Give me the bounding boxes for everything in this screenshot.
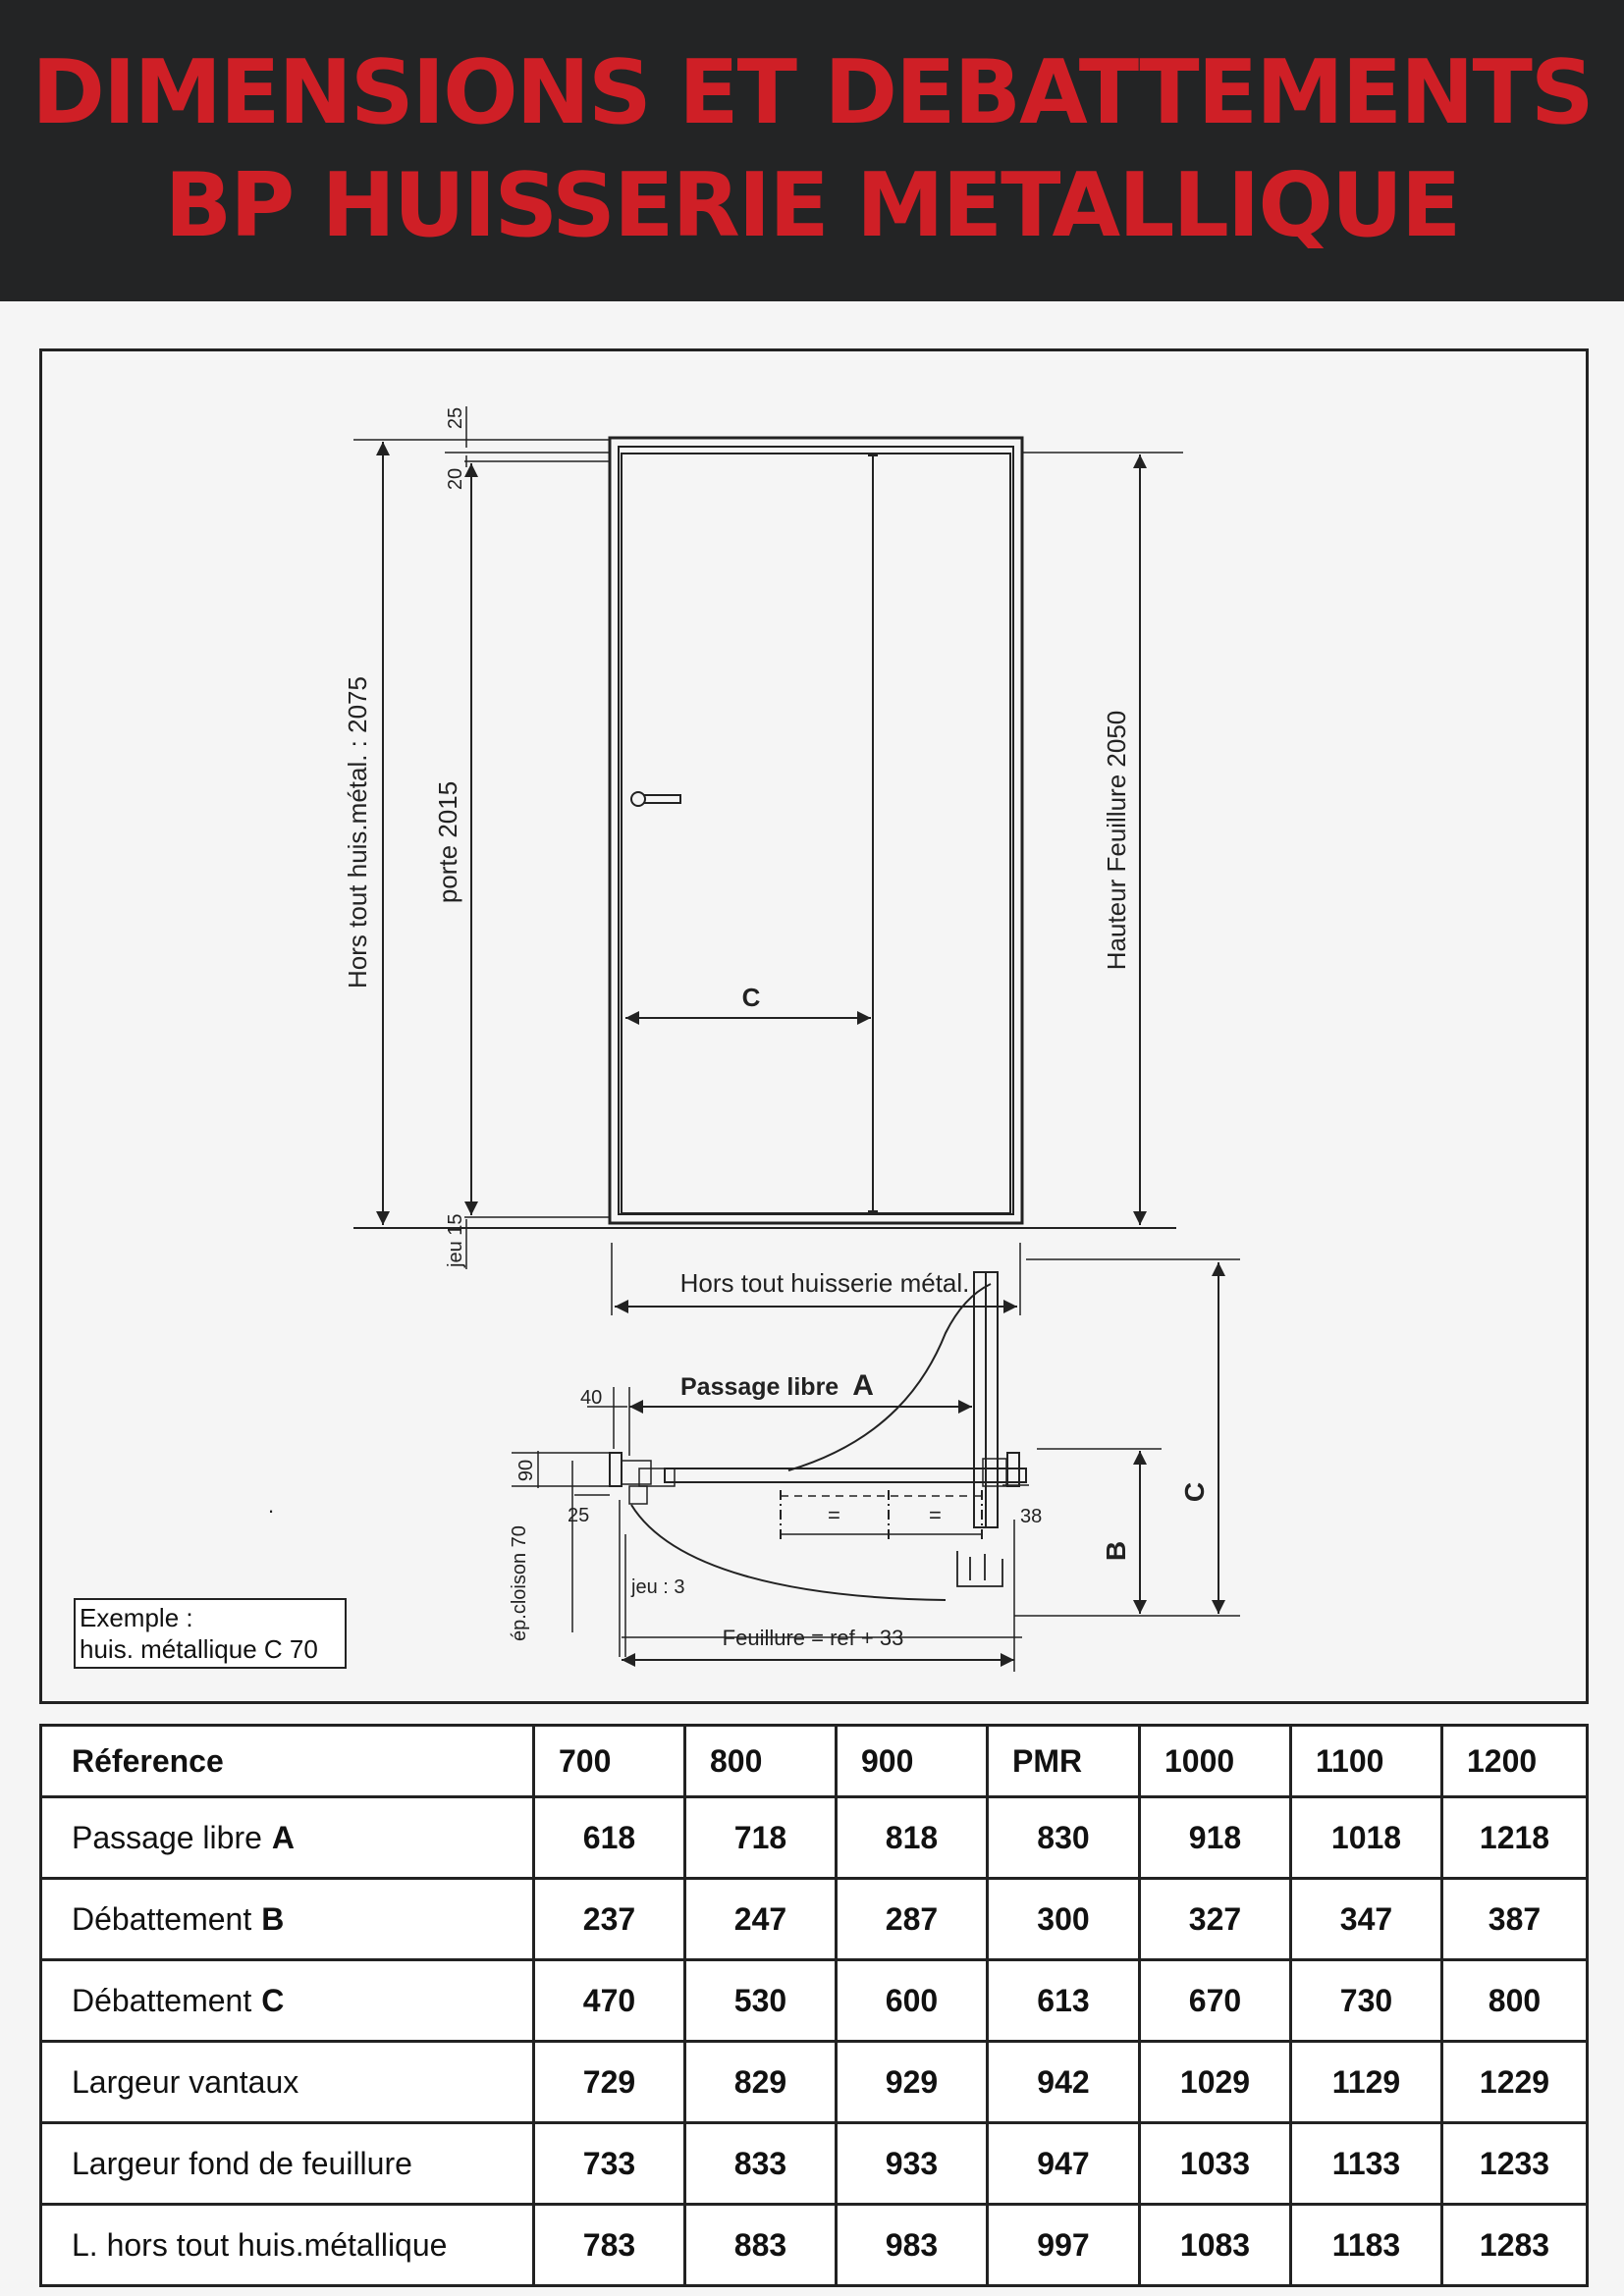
header-cell-700: 700 — [534, 1726, 685, 1797]
table-cell: 530 — [685, 1960, 837, 2042]
row-label-cell — [41, 1797, 534, 1879]
table-cell: 387 — [1442, 1879, 1588, 1960]
row-label: Largeur fond de feuillure — [72, 2145, 412, 2181]
row-label-cell — [41, 1879, 534, 1960]
table-cell: 1229 — [1442, 2042, 1588, 2123]
example-line-1: Exemple : — [80, 1603, 193, 1632]
hauteur-feuillure-label: Hauteur Feuillure 2050 — [1102, 710, 1131, 971]
table-cell: 670 — [1140, 1960, 1291, 2042]
door-leaf — [622, 454, 1010, 1213]
door-elevation — [353, 406, 1183, 1315]
door-handle-icon — [631, 792, 680, 806]
table-cell: 830 — [988, 1797, 1140, 1879]
table-row — [41, 2205, 1588, 2286]
hors-tout-label: Hors tout huis.métal. : 2075 — [343, 676, 372, 988]
row-label-cell — [41, 2042, 534, 2123]
row-letter: A — [271, 1819, 295, 1855]
row-label: L. hors tout huis.métallique — [72, 2226, 448, 2263]
table-cell: 942 — [988, 2042, 1140, 2123]
porte-label: porte 2015 — [433, 780, 462, 904]
table-cell: 883 — [685, 2205, 837, 2286]
header-cell-reference: Réference — [41, 1726, 534, 1797]
table-cell: 733 — [534, 2123, 685, 2205]
c-elevation-label: C — [741, 983, 761, 1012]
table-cell: 933 — [837, 2123, 988, 2205]
row-letter: C — [261, 1982, 285, 2018]
table-cell: 237 — [534, 1879, 685, 1960]
table-cell: 600 — [837, 1960, 988, 2042]
dim-25-label: 25 — [568, 1505, 590, 1526]
passage-libre-label: Passage libre A — [680, 1369, 874, 1402]
row-label-cell — [41, 1960, 534, 2042]
table-cell: 918 — [1140, 1797, 1291, 1879]
header-cell-1100: 1100 — [1291, 1726, 1442, 1797]
table-cell: 1018 — [1291, 1797, 1442, 1879]
table-row — [41, 1797, 1588, 1879]
header-cell-pmr: PMR — [988, 1726, 1140, 1797]
header-cell-1000: 1000 — [1140, 1726, 1291, 1797]
feuillure-label: Feuillure = ref + 33 — [722, 1626, 904, 1650]
page-title-line-1: DIMENSIONS ET DEBATTEMENTS — [31, 41, 1593, 144]
table-cell: 983 — [837, 2205, 988, 2286]
row-label: Débattement — [72, 1982, 252, 2018]
table-cell: 1283 — [1442, 2205, 1588, 2286]
door-plan — [512, 1259, 1240, 1672]
equal-1-label: = — [828, 1503, 840, 1527]
dim-top-25-label: 25 — [445, 406, 466, 430]
b-plan-label: B — [1101, 1540, 1131, 1562]
table-cell: 1033 — [1140, 2123, 1291, 2205]
header-cell-800: 800 — [685, 1726, 837, 1797]
technical-drawing — [42, 351, 1586, 1701]
page-header — [0, 0, 1624, 301]
table-cell: 718 — [685, 1797, 837, 1879]
dim-top-20-label: 20 — [445, 467, 466, 491]
jeu-3-label: jeu : 3 — [631, 1576, 685, 1598]
table-cell: 800 — [1442, 1960, 1588, 2042]
table-row — [41, 1879, 1588, 1960]
table-row — [41, 2123, 1588, 2205]
dim-40-label: 40 — [580, 1387, 603, 1409]
header-cell-1200: 1200 — [1442, 1726, 1588, 1797]
table-cell: 729 — [534, 2042, 685, 2123]
table-cell: 1233 — [1442, 2123, 1588, 2205]
page-title-line-2: BP HUISSERIE METALLIQUE — [164, 154, 1460, 257]
table-cell: 470 — [534, 1960, 685, 2042]
table-cell: 618 — [534, 1797, 685, 1879]
dim-90-label: 90 — [515, 1459, 537, 1482]
table-cell: 1183 — [1291, 2205, 1442, 2286]
frame-inner — [619, 447, 1013, 1214]
table-cell: 1083 — [1140, 2205, 1291, 2286]
row-letter: B — [261, 1900, 285, 1937]
technical-drawing-panel — [39, 348, 1589, 1704]
equal-2-label: = — [929, 1503, 942, 1527]
door-leaf-open — [974, 1272, 986, 1527]
table-header-row — [41, 1726, 1588, 1797]
table-cell: 1029 — [1140, 2042, 1291, 2123]
table-cell: 287 — [837, 1879, 988, 1960]
table-cell: 613 — [988, 1960, 1140, 2042]
table-cell: 730 — [1291, 1960, 1442, 2042]
table-cell: 347 — [1291, 1879, 1442, 1960]
table-row — [41, 2042, 1588, 2123]
table-cell: 247 — [685, 1879, 837, 1960]
left-jamb — [610, 1453, 622, 1486]
example-line-2: huis. métallique C 70 — [80, 1634, 318, 1664]
table-cell: 818 — [837, 1797, 988, 1879]
table-cell: 1129 — [1291, 2042, 1442, 2123]
row-label: Passage libre — [72, 1819, 262, 1855]
row-label-cell — [41, 2205, 534, 2286]
table-cell: 1218 — [1442, 1797, 1588, 1879]
row-label: Largeur vantaux — [72, 2063, 299, 2100]
reference-table-body — [41, 1726, 1588, 2286]
hors-tout-width-label: Hors tout huisserie métal. — [679, 1268, 970, 1298]
table-cell: 300 — [988, 1879, 1140, 1960]
dim-38-label: 38 — [1020, 1506, 1043, 1527]
table-cell: 833 — [685, 2123, 837, 2205]
row-label-cell — [41, 2123, 534, 2205]
row-label: Débattement — [72, 1900, 252, 1937]
table-row — [41, 1960, 1588, 2042]
header-cell-900: 900 — [837, 1726, 988, 1797]
table-cell: 1133 — [1291, 2123, 1442, 2205]
c-plan-label: C — [1179, 1481, 1210, 1503]
ep-cloison-label: ép.cloison 70 — [509, 1525, 530, 1641]
table-cell: 829 — [685, 2042, 837, 2123]
door-leaf-plan — [665, 1468, 1026, 1482]
reference-table — [39, 1724, 1589, 2287]
table-cell: 997 — [988, 2205, 1140, 2286]
table-cell: 327 — [1140, 1879, 1291, 1960]
table-cell: 947 — [988, 2123, 1140, 2205]
table-cell: 929 — [837, 2042, 988, 2123]
jeu-15-label: jeu 15 — [445, 1213, 466, 1267]
frame-outer — [610, 438, 1022, 1223]
example-box — [74, 1598, 347, 1669]
stray-dot: . — [268, 1493, 275, 1518]
table-cell: 783 — [534, 2205, 685, 2286]
